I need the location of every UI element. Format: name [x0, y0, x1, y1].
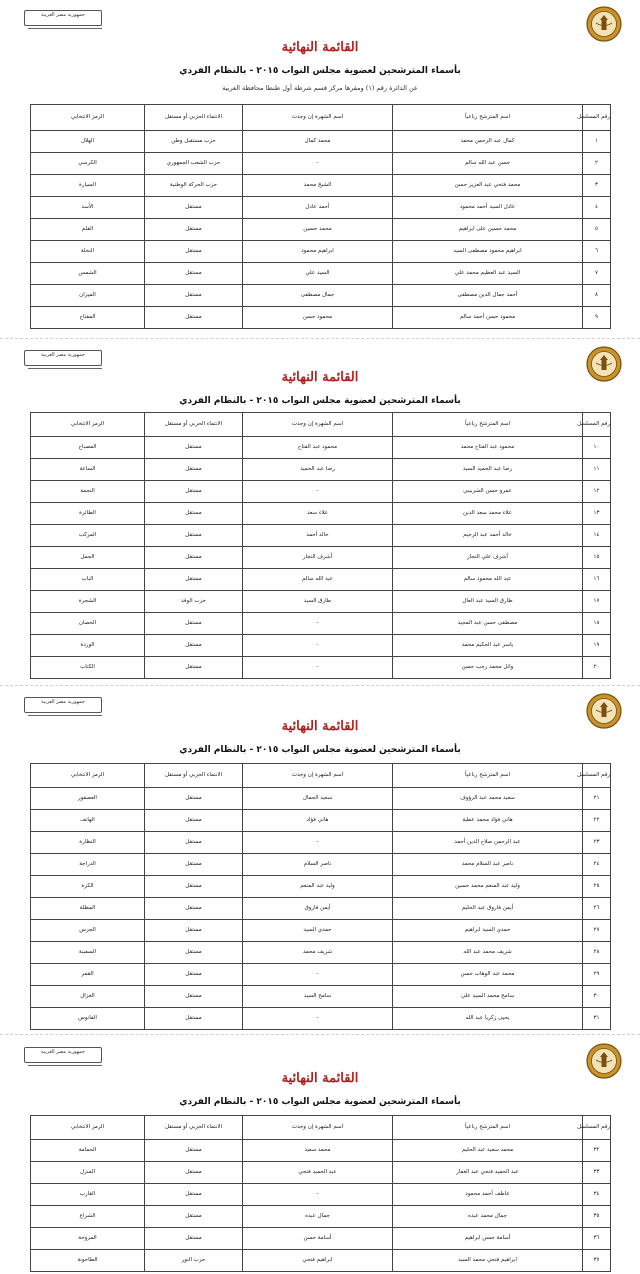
stamp-text: جمهورية مصر العربية [24, 697, 102, 713]
header-symbol: الرمز الانتخابي [31, 105, 145, 131]
table-row [31, 503, 611, 525]
table-row [31, 1228, 611, 1250]
cell-symbol: النخلة [31, 241, 145, 263]
table-row [31, 1162, 611, 1184]
cell-serial: ٣٢ [583, 1140, 611, 1162]
cell-affiliation: مستقل [145, 876, 243, 898]
header-affiliation: الانتماء الحزبي أو مستقل [145, 764, 243, 788]
header-affiliation: الانتماء الحزبي أو مستقل [145, 413, 243, 437]
page-separator [0, 338, 640, 339]
table-row [31, 569, 611, 591]
cell-symbol: الحصان [31, 613, 145, 635]
cell-symbol: القلم [31, 219, 145, 241]
cell-symbol: الطاحونة [31, 1250, 145, 1272]
stamp-text: جمهورية مصر العربية [24, 10, 102, 26]
cell-affiliation: مستقل [145, 964, 243, 986]
header-symbol: الرمز الانتخابي [31, 764, 145, 788]
cell-affiliation: مستقل [145, 942, 243, 964]
cell-serial: ١٤ [583, 525, 611, 547]
table-row [31, 1140, 611, 1162]
candidates-table [30, 1115, 611, 1272]
page-subtitle: بأسماء المترشحين لعضوية مجلس النواب ٢٠١٥ - بالنظام الفردي [179, 66, 461, 76]
table-row [31, 547, 611, 569]
cell-serial: ٣٤ [583, 1184, 611, 1206]
cell-nickname: أشرف النجار [243, 547, 393, 569]
table-row [31, 459, 611, 481]
table-body [31, 437, 611, 679]
page-separator [0, 1034, 640, 1035]
cell-affiliation: حزب مستقبل وطن [145, 131, 243, 153]
cell-serial: ٢ [583, 153, 611, 175]
cell-serial: ٤ [583, 197, 611, 219]
cell-name: طارق السيد عبد العال [393, 591, 583, 613]
cell-name: ناصر عبد السلام محمد [393, 854, 583, 876]
cell-affiliation: مستقل [145, 920, 243, 942]
table-row [31, 635, 611, 657]
table-body [31, 1140, 611, 1272]
header-symbol: الرمز الانتخابي [31, 1116, 145, 1140]
cell-serial: ١١ [583, 459, 611, 481]
cell-nickname: خالد أحمد [243, 525, 393, 547]
cell-name: كمال عبد الرحمن محمد [393, 131, 583, 153]
cell-serial: ١٥ [583, 547, 611, 569]
cell-serial: ١٢ [583, 481, 611, 503]
cell-name: هاني فؤاد محمد عطية [393, 810, 583, 832]
cell-nickname: أسامة حسن [243, 1228, 393, 1250]
cell-affiliation: مستقل [145, 547, 243, 569]
table-row [31, 1250, 611, 1272]
cell-nickname: - [243, 1008, 393, 1030]
cell-affiliation: مستقل [145, 898, 243, 920]
page-subtitle: بأسماء المترشحين لعضوية مجلس النواب ٢٠١٥ - بالنظام الفردي [179, 745, 461, 755]
cell-nickname: محمود حسن [243, 307, 393, 329]
cell-serial: ٣٥ [583, 1206, 611, 1228]
cell-symbol: المظلة [31, 898, 145, 920]
table-row [31, 657, 611, 679]
cell-serial: ٢١ [583, 788, 611, 810]
cell-affiliation: مستقل [145, 525, 243, 547]
table-row [31, 854, 611, 876]
page-subtitle: بأسماء المترشحين لعضوية مجلس النواب ٢٠١٥ - بالنظام الفردي [179, 396, 461, 406]
table-row [31, 591, 611, 613]
cell-nickname: وليد عبد المنعم [243, 876, 393, 898]
cell-affiliation: مستقل [145, 1184, 243, 1206]
cell-symbol: الهاتف [31, 810, 145, 832]
cell-name: جمال محمد عبده [393, 1206, 583, 1228]
list-page-3 [0, 687, 640, 1032]
table-row [31, 876, 611, 898]
cell-affiliation: مستقل [145, 569, 243, 591]
header-name: اسم المترشح رباعياً [393, 764, 583, 788]
cell-symbol: الفانوس [31, 1008, 145, 1030]
cell-affiliation: مستقل [145, 1140, 243, 1162]
table-row [31, 1184, 611, 1206]
cell-affiliation: مستقل [145, 1228, 243, 1250]
candidates-table [30, 104, 611, 329]
cell-nickname: محمد سعيد [243, 1140, 393, 1162]
cell-symbol: الكرة [31, 876, 145, 898]
cell-name: السيد عبد العظيم محمد علي [393, 263, 583, 285]
emblem-seal-icon [586, 6, 622, 42]
stamp-underline [28, 28, 102, 29]
cell-serial: ٢٠ [583, 657, 611, 679]
cell-name: أيمن فاروق عبد الحليم [393, 898, 583, 920]
cell-name: أحمد جمال الدين مصطفى [393, 285, 583, 307]
cell-name: حمدي السيد ابراهيم [393, 920, 583, 942]
cell-symbol: القارب [31, 1184, 145, 1206]
page-title: القائمة النهائية [281, 370, 359, 385]
list-page-1 [0, 0, 640, 335]
cell-serial: ٢٧ [583, 920, 611, 942]
cell-serial: ٨ [583, 285, 611, 307]
official-stamp [24, 350, 104, 372]
cell-name: أسامة حسن ابراهيم [393, 1228, 583, 1250]
cell-affiliation: حزب الوفد [145, 591, 243, 613]
cell-name: ياسر عبد الحكيم محمد [393, 635, 583, 657]
cell-serial: ٧ [583, 263, 611, 285]
table-row [31, 153, 611, 175]
cell-name: شريف محمد عبد الله [393, 942, 583, 964]
header-symbol: الرمز الانتخابي [31, 413, 145, 437]
table-row [31, 613, 611, 635]
cell-affiliation: مستقل [145, 613, 243, 635]
cell-name: عادل السيد أحمد محمود [393, 197, 583, 219]
cell-name: محمد سعيد عبد الحليم [393, 1140, 583, 1162]
cell-serial: ١٣ [583, 503, 611, 525]
page-title: القائمة النهائية [281, 719, 359, 734]
cell-serial: ١٨ [583, 613, 611, 635]
cell-serial: ٢٥ [583, 876, 611, 898]
cell-name: ابراهيم فتحي محمد السيد [393, 1250, 583, 1272]
cell-symbol: الدراجة [31, 854, 145, 876]
cell-nickname: - [243, 832, 393, 854]
stamp-text: جمهورية مصر العربية [24, 350, 102, 366]
cell-serial: ٢٩ [583, 964, 611, 986]
cell-affiliation: حزب النور [145, 1250, 243, 1272]
official-stamp [24, 1047, 104, 1069]
cell-symbol: الجرس [31, 920, 145, 942]
cell-name: محمد عبد الوهاب حسن [393, 964, 583, 986]
cell-affiliation: مستقل [145, 1206, 243, 1228]
header-nickname: اسم الشهرة إن وجدت [243, 1116, 393, 1140]
cell-nickname: - [243, 613, 393, 635]
cell-affiliation: مستقل [145, 657, 243, 679]
district-line: عن الدائرة رقم (١) ومقرها مركز قسم شرطة أول طنطا محافظة الغربية [222, 84, 418, 92]
cell-affiliation: مستقل [145, 459, 243, 481]
cell-name: ابراهيم محمود مصطفى السيد [393, 241, 583, 263]
cell-nickname: أحمد عادل [243, 197, 393, 219]
cell-name: وائل محمد رجب حسن [393, 657, 583, 679]
table-header-row [31, 1116, 611, 1140]
cell-nickname: - [243, 657, 393, 679]
cell-symbol: الأسد [31, 197, 145, 219]
cell-name: محمود عبد الفتاح محمد [393, 437, 583, 459]
table-row [31, 175, 611, 197]
header-affiliation: الانتماء الحزبي أو مستقل [145, 1116, 243, 1140]
cell-nickname: هاني فؤاد [243, 810, 393, 832]
cell-nickname: - [243, 635, 393, 657]
cell-serial: ٣٦ [583, 1228, 611, 1250]
cell-affiliation: مستقل [145, 635, 243, 657]
cell-affiliation: مستقل [145, 1162, 243, 1184]
cell-affiliation: مستقل [145, 503, 243, 525]
cell-serial: ١٩ [583, 635, 611, 657]
cell-affiliation: مستقل [145, 1008, 243, 1030]
table-header-row [31, 105, 611, 131]
cell-affiliation: مستقل [145, 219, 243, 241]
header-name: اسم المترشح رباعياً [393, 1116, 583, 1140]
cell-serial: ٣٧ [583, 1250, 611, 1272]
cell-symbol: الهلال [31, 131, 145, 153]
cell-serial: ٣٣ [583, 1162, 611, 1184]
cell-affiliation: مستقل [145, 197, 243, 219]
header-name: اسم المترشح رباعياً [393, 413, 583, 437]
cell-affiliation: مستقل [145, 810, 243, 832]
cell-nickname: الشيخ محمد [243, 175, 393, 197]
cell-nickname: رضا عبد الحميد [243, 459, 393, 481]
page-separator [0, 685, 640, 686]
cell-serial: ٢٦ [583, 898, 611, 920]
table-row [31, 964, 611, 986]
table-header-row [31, 413, 611, 437]
cell-nickname: عبد الله سالم [243, 569, 393, 591]
cell-symbol: السيارة [31, 175, 145, 197]
cell-name: وليد عبد المنعم محمد حسين [393, 876, 583, 898]
cell-nickname: شريف محمد [243, 942, 393, 964]
cell-serial: ٩ [583, 307, 611, 329]
cell-symbol: الطائرة [31, 503, 145, 525]
list-page-2 [0, 340, 640, 682]
table-row [31, 920, 611, 942]
cell-name: مصطفى حسن عبد المجيد [393, 613, 583, 635]
table-row [31, 1008, 611, 1030]
cell-affiliation: مستقل [145, 437, 243, 459]
table-row [31, 263, 611, 285]
cell-symbol: القمر [31, 964, 145, 986]
cell-symbol: النجمة [31, 481, 145, 503]
table-row [31, 219, 611, 241]
cell-nickname: - [243, 964, 393, 986]
cell-serial: ٦ [583, 241, 611, 263]
cell-nickname: ابراهيم فتحي [243, 1250, 393, 1272]
cell-name: يحيى زكريا عبد الله [393, 1008, 583, 1030]
table-row [31, 437, 611, 459]
header-nickname: اسم الشهرة إن وجدت [243, 413, 393, 437]
list-page-4 [0, 1037, 640, 1274]
cell-symbol: الشمس [31, 263, 145, 285]
table-row [31, 131, 611, 153]
header-serial: رقم المسلسل [583, 764, 611, 788]
stamp-text: جمهورية مصر العربية [24, 1047, 102, 1063]
cell-nickname: جمال عبده [243, 1206, 393, 1228]
cell-symbol: السفينة [31, 942, 145, 964]
stamp-underline [28, 368, 102, 369]
cell-symbol: الشراع [31, 1206, 145, 1228]
cell-name: رضا عبد الحميد السيد [393, 459, 583, 481]
cell-name: محمد فتحي عبد العزيز حسن [393, 175, 583, 197]
table-row [31, 1206, 611, 1228]
header-serial: رقم المسلسل [583, 1116, 611, 1140]
stamp-underline [28, 1065, 102, 1066]
cell-affiliation: مستقل [145, 285, 243, 307]
cell-name: خالد أحمد عبد الرحيم [393, 525, 583, 547]
cell-symbol: المركب [31, 525, 145, 547]
cell-nickname: ابراهيم محمود [243, 241, 393, 263]
cell-name: حسن عبد الله سالم [393, 153, 583, 175]
table-row [31, 241, 611, 263]
cell-name: سامح محمد السيد علي [393, 986, 583, 1008]
official-stamp [24, 10, 104, 32]
cell-symbol: الشجرة [31, 591, 145, 613]
cell-name: عمرو حسن الشربيني [393, 481, 583, 503]
cell-symbol: المصباح [31, 437, 145, 459]
cell-nickname: محمود عبد الفتاح [243, 437, 393, 459]
cell-symbol: النظارة [31, 832, 145, 854]
cell-name: محمود حسن أحمد سالم [393, 307, 583, 329]
cell-affiliation: حزب الشعب الجمهوري [145, 153, 243, 175]
header-affiliation: الانتماء الحزبي أو مستقل [145, 105, 243, 131]
cell-nickname: - [243, 481, 393, 503]
stamp-underline [28, 715, 102, 716]
cell-serial: ١٠ [583, 437, 611, 459]
cell-affiliation: مستقل [145, 307, 243, 329]
cell-nickname: محمد حسين [243, 219, 393, 241]
table-row [31, 285, 611, 307]
table-body [31, 788, 611, 1030]
cell-name: محمد حسين على ابراهيم [393, 219, 583, 241]
cell-nickname: محمد كمال [243, 131, 393, 153]
cell-serial: ٣١ [583, 1008, 611, 1030]
table-body [31, 131, 611, 329]
cell-name: عبد الحميد فتحي عبد الغفار [393, 1162, 583, 1184]
cell-nickname: عبد الحميد فتحي [243, 1162, 393, 1184]
cell-symbol: الغزال [31, 986, 145, 1008]
table-row [31, 832, 611, 854]
cell-nickname: طارق السيد [243, 591, 393, 613]
table-row [31, 898, 611, 920]
cell-name: أشرف علي النجار [393, 547, 583, 569]
cell-nickname: علاء سعد [243, 503, 393, 525]
table-row [31, 197, 611, 219]
cell-nickname: أيمن فاروق [243, 898, 393, 920]
cell-nickname: السيد علي [243, 263, 393, 285]
cell-serial: ٢٢ [583, 810, 611, 832]
cell-serial: ٢٨ [583, 942, 611, 964]
header-nickname: اسم الشهرة إن وجدت [243, 105, 393, 131]
cell-symbol: الجمل [31, 547, 145, 569]
cell-symbol: الوردة [31, 635, 145, 657]
official-stamp [24, 697, 104, 719]
table-row [31, 942, 611, 964]
cell-name: سعيد محمد عبد الرؤوف [393, 788, 583, 810]
page-subtitle: بأسماء المترشحين لعضوية مجلس النواب ٢٠١٥ - بالنظام الفردي [179, 1097, 461, 1107]
table-row [31, 986, 611, 1008]
cell-symbol: الميزان [31, 285, 145, 307]
cell-nickname: سامح السيد [243, 986, 393, 1008]
table-row [31, 810, 611, 832]
cell-affiliation: مستقل [145, 481, 243, 503]
cell-affiliation: مستقل [145, 986, 243, 1008]
cell-nickname: حمدي السيد [243, 920, 393, 942]
candidates-table [30, 763, 611, 1030]
cell-symbol: الباب [31, 569, 145, 591]
cell-serial: ١٧ [583, 591, 611, 613]
cell-symbol: الكتاب [31, 657, 145, 679]
cell-serial: ٢٣ [583, 832, 611, 854]
cell-symbol: الكرسي [31, 153, 145, 175]
cell-serial: ٣٠ [583, 986, 611, 1008]
cell-affiliation: مستقل [145, 854, 243, 876]
cell-affiliation: حزب الحركة الوطنية [145, 175, 243, 197]
cell-nickname: ناصر السلام [243, 854, 393, 876]
cell-name: علاء محمد سعد الدين [393, 503, 583, 525]
cell-serial: ٢٤ [583, 854, 611, 876]
candidates-table [30, 412, 611, 679]
cell-serial: ٣ [583, 175, 611, 197]
cell-serial: ٥ [583, 219, 611, 241]
header-name: اسم المترشح رباعياً [393, 105, 583, 131]
page-title: القائمة النهائية [281, 40, 359, 55]
cell-nickname: سعيد الجمال [243, 788, 393, 810]
cell-symbol: العصفور [31, 788, 145, 810]
cell-symbol: المروحة [31, 1228, 145, 1250]
table-row [31, 525, 611, 547]
table-header-row [31, 764, 611, 788]
cell-serial: ١٦ [583, 569, 611, 591]
cell-name: عاطف أحمد محمود [393, 1184, 583, 1206]
cell-symbol: المفتاح [31, 307, 145, 329]
table-row [31, 788, 611, 810]
cell-nickname: - [243, 153, 393, 175]
cell-affiliation: مستقل [145, 832, 243, 854]
cell-affiliation: مستقل [145, 263, 243, 285]
cell-serial: ١ [583, 131, 611, 153]
cell-symbol: الحمامة [31, 1140, 145, 1162]
table-row [31, 481, 611, 503]
header-nickname: اسم الشهرة إن وجدت [243, 764, 393, 788]
cell-nickname: جمال مصطفى [243, 285, 393, 307]
cell-symbol: المنزل [31, 1162, 145, 1184]
cell-affiliation: مستقل [145, 788, 243, 810]
cell-nickname: - [243, 1184, 393, 1206]
cell-symbol: الساعة [31, 459, 145, 481]
page-title: القائمة النهائية [281, 1071, 359, 1086]
cell-name: عبد الرحمن صلاح الدين أحمد [393, 832, 583, 854]
cell-name: عبد الله محمود سالم [393, 569, 583, 591]
table-row [31, 307, 611, 329]
cell-affiliation: مستقل [145, 241, 243, 263]
header-serial: رقم المسلسل [583, 105, 611, 131]
header-serial: رقم المسلسل [583, 413, 611, 437]
